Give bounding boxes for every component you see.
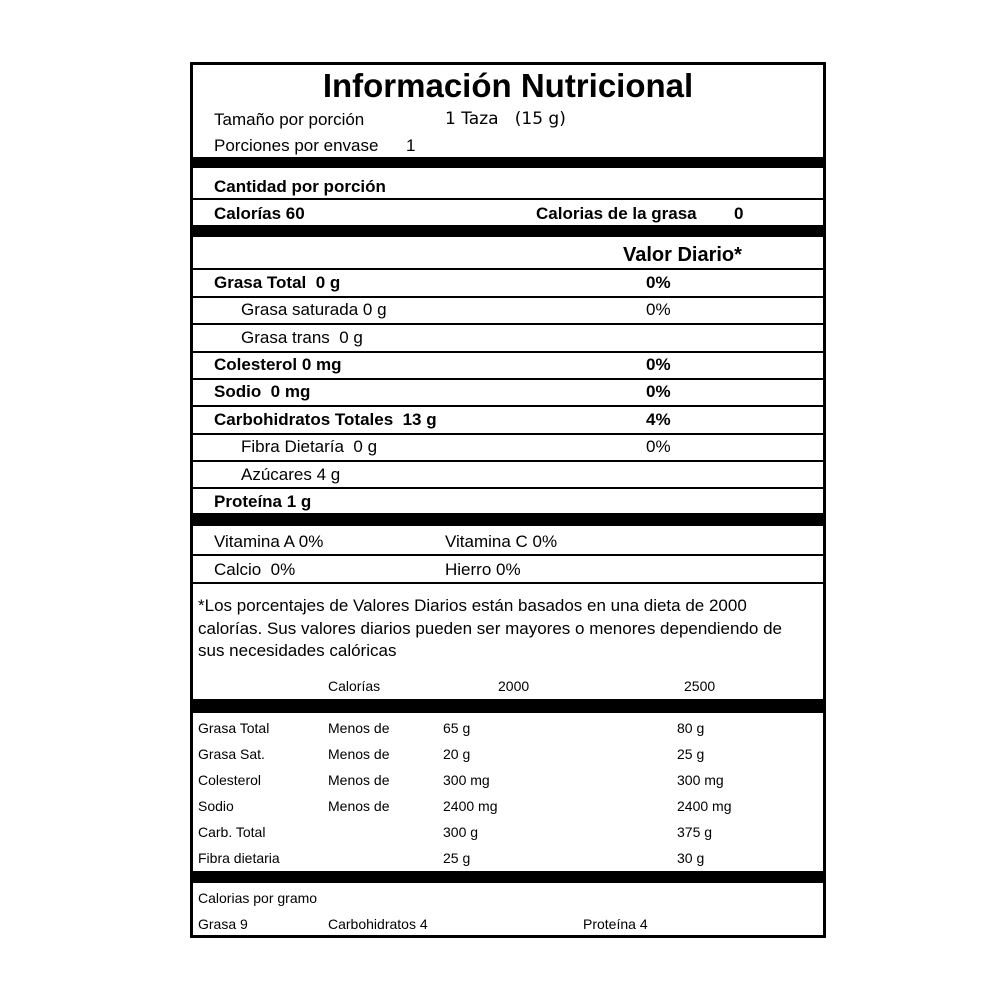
- nutrient-saturated-fat: Grasa saturada 0 g: [241, 300, 387, 319]
- divider: [193, 198, 823, 200]
- ref-row-qualifier: Menos de: [328, 772, 390, 788]
- ref-row-2000: 300 g: [443, 824, 479, 840]
- ref-row-name: Sodio: [198, 798, 234, 814]
- calories-from-fat-value: 0: [734, 204, 744, 223]
- nutrient-saturated-fat-dv: 0%: [646, 300, 671, 319]
- ref-row-name: Grasa Sat.: [198, 746, 265, 762]
- divider: [193, 582, 823, 584]
- footnote-line-3: sus necesidades calóricas: [198, 641, 397, 660]
- ref-row-2000: 65 g: [443, 720, 471, 736]
- serving-size-label: Tamaño por porción: [214, 110, 365, 129]
- divider: [193, 296, 823, 298]
- vitamin-a: Vitamina A 0%: [214, 532, 324, 551]
- ref-row-qualifier: Menos de: [328, 720, 390, 736]
- ref-row-2000: 300 mg: [443, 772, 490, 788]
- ref-row-2500: 80 g: [677, 720, 705, 736]
- ref-row-name: Colesterol: [198, 772, 262, 788]
- nutrient-sugars: Azúcares 4 g: [241, 465, 341, 484]
- footnote-line-2: calorías. Sus valores diarios pueden ser mayores o menores dependiendo de: [198, 619, 783, 638]
- divider: [193, 378, 823, 380]
- ref-row-name: Fibra dietaria: [198, 850, 280, 866]
- divider: [193, 323, 823, 325]
- servings-per-container-label: Porciones por envase: [214, 136, 379, 155]
- ref-row-2500: 30 g: [677, 850, 705, 866]
- nutrient-total-carbs: Carbohidratos Totales 13 g: [214, 410, 437, 429]
- thick-divider: [193, 701, 823, 713]
- nutrient-sodium-dv: 0%: [646, 382, 671, 401]
- thick-divider: [193, 513, 823, 526]
- nutrient-total-fat: Grasa Total 0 g: [214, 273, 341, 292]
- nutrient-trans-fat: Grasa trans 0 g: [241, 328, 363, 347]
- ref-calories-label: Calorías: [328, 678, 381, 694]
- nutrient-cholesterol-dv: 0%: [646, 355, 671, 374]
- divider: [193, 554, 823, 556]
- divider: [193, 460, 823, 462]
- calcium: Calcio 0%: [214, 560, 296, 579]
- divider: [193, 405, 823, 407]
- nutrient-sodium: Sodio 0 mg: [214, 382, 311, 401]
- calories-per-gram-label: Calorias por gramo: [198, 890, 318, 906]
- ref-row-qualifier: Menos de: [328, 746, 390, 762]
- vitamin-c: Vitamina C 0%: [445, 532, 558, 551]
- daily-value-header: Valor Diario*: [623, 244, 742, 266]
- ref-col-2500: 2500: [684, 678, 716, 694]
- footnote-line-1: *Los porcentajes de Valores Diarios están basados en una dieta de 2000: [198, 596, 747, 615]
- calories-per-gram-fat: Grasa 9: [198, 916, 248, 932]
- divider: [193, 487, 823, 489]
- calories-per-gram-protein: Proteína 4: [583, 916, 648, 932]
- nutrient-total-carbs-dv: 4%: [646, 410, 671, 429]
- label-title: Información Nutricional: [322, 67, 694, 104]
- ref-col-2000: 2000: [498, 678, 530, 694]
- divider: [193, 433, 823, 435]
- nutrient-protein: Proteína 1 g: [214, 492, 312, 511]
- iron: Hierro 0%: [445, 560, 521, 579]
- nutrient-total-fat-dv: 0%: [646, 273, 671, 292]
- servings-per-container-value: 1: [406, 136, 416, 155]
- amount-per-serving: Cantidad por porción: [214, 177, 386, 196]
- thick-divider: [193, 871, 823, 883]
- calories-label: Calorías 60: [214, 204, 305, 223]
- ref-row-2500: 2400 mg: [677, 798, 732, 814]
- nutrient-dietary-fiber-dv: 0%: [646, 437, 671, 456]
- ref-row-name: Carb. Total: [198, 824, 266, 840]
- divider: [193, 351, 823, 353]
- nutrient-cholesterol: Colesterol 0 mg: [214, 355, 342, 374]
- thick-divider: [193, 225, 823, 237]
- ref-row-name: Grasa Total: [198, 720, 270, 736]
- divider: [193, 268, 823, 270]
- nutrient-dietary-fiber: Fibra Dietaría 0 g: [241, 437, 378, 456]
- ref-row-qualifier: Menos de: [328, 798, 390, 814]
- ref-row-2500: 25 g: [677, 746, 705, 762]
- ref-row-2000: 20 g: [443, 746, 471, 762]
- ref-row-2000: 25 g: [443, 850, 471, 866]
- calories-per-gram-carbs: Carbohidratos 4: [328, 916, 428, 932]
- ref-row-2000: 2400 mg: [443, 798, 498, 814]
- ref-row-2500: 300 mg: [677, 772, 724, 788]
- calories-from-fat-label: Calorias de la grasa: [536, 204, 697, 223]
- ref-row-2500: 375 g: [677, 824, 713, 840]
- serving-size-value: 1 Taza (15 g): [445, 109, 566, 129]
- nutrition-facts-label: [190, 62, 826, 938]
- thick-divider: [193, 157, 823, 168]
